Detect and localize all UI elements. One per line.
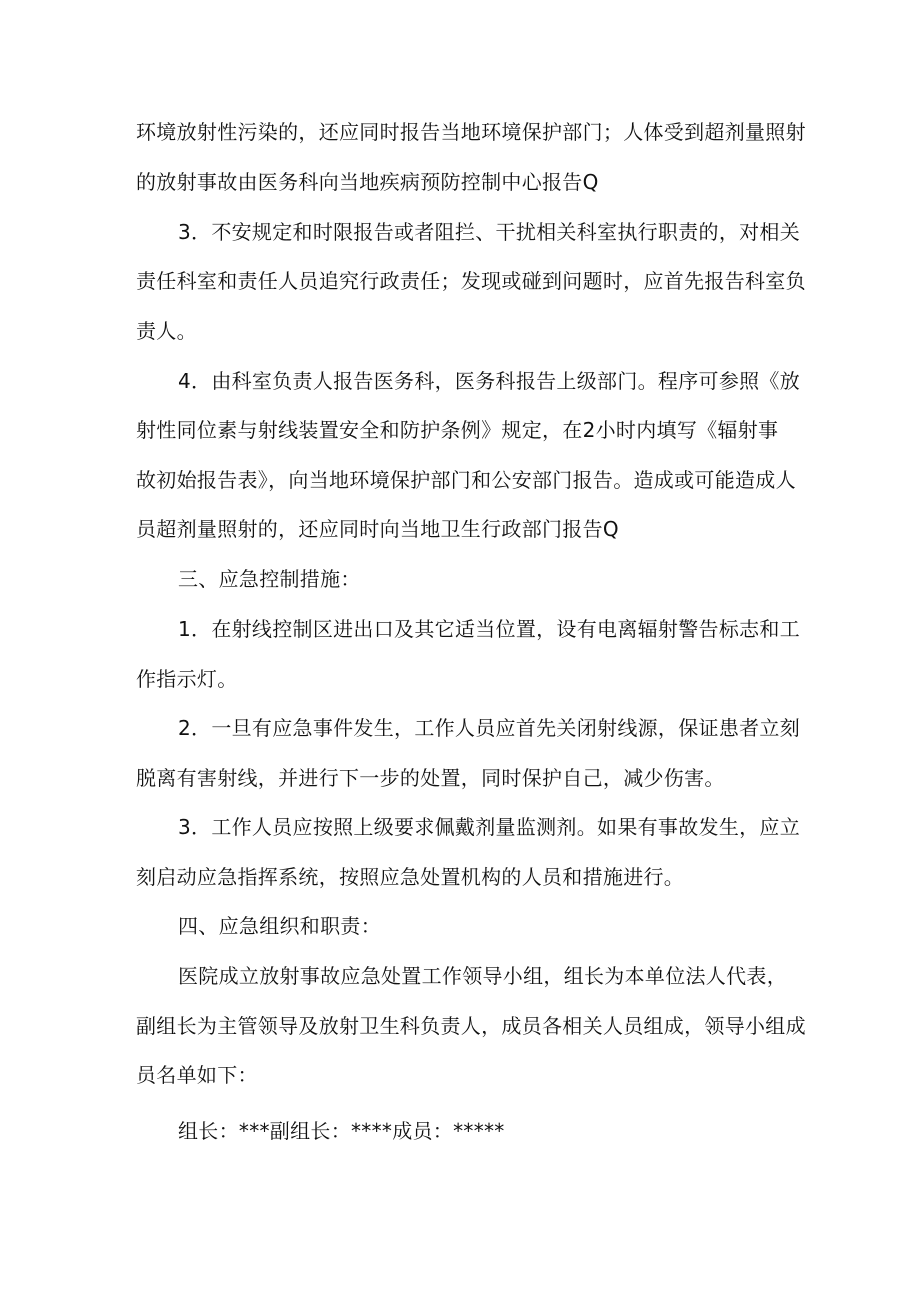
text-line: 3．不安规定和时限报告或者阻拦、干扰相关科室执行职责的，对相关 xyxy=(178,220,801,244)
text-line: 1．在射线控制区进出口及其它适当位置，设有电离辐射警告标志和工 xyxy=(178,617,801,641)
text-line: 作指示灯。 xyxy=(136,667,238,691)
text-line: 责人。 xyxy=(136,319,197,343)
text-line: 医院成立放射事故应急处置工作领导小组，组长为本单位法人代表， xyxy=(178,964,787,988)
text-line: 刻启动应急指挥系统，按照应急处置机构的人员和措施进行。 xyxy=(136,865,685,889)
text-line: 射性同位素与射线装置安全和防护条例》规定，在2小时内填写《辐射事 xyxy=(136,418,779,442)
text-line: 2．一旦有应急事件发生，工作人员应首先关闭射线源，保证患者立刻 xyxy=(178,716,801,740)
text-line: 环境放射性污染的，还应同时报告当地环境保护部门；人体受到超剂量照射 xyxy=(136,120,806,144)
text-line: 脱离有害射线，并进行下一步的处置，同时保护自己，减少伤害。 xyxy=(136,766,725,790)
text-line: 副组长为主管领导及放射卫生科负责人，成员各相关人员组成，领导小组成 xyxy=(136,1014,806,1038)
text-line: 组长：***副组长：****成员：***** xyxy=(178,1119,505,1143)
section-heading: 三、应急控制措施： xyxy=(178,567,361,591)
text-line: 4．由科室负责人报告医务科，医务科报告上级部门。程序可参照《放 xyxy=(178,369,801,393)
text-line: 故初始报告表》，向当地环境保护部门和公安部门报告。造成或可能造成人 xyxy=(136,468,796,492)
section-heading: 四、应急组织和职责： xyxy=(178,914,381,938)
text-line: 的放射事故由医务科向当地疾病预防控制中心报告Q xyxy=(136,170,599,194)
text-line: 3．工作人员应按照上级要求佩戴剂量监测剂。如果有事故发生，应立 xyxy=(178,815,801,839)
text-line: 责任科室和责任人员追究行政责任；发现或碰到问题时，应首先报告科室负 xyxy=(136,269,806,293)
text-line: 员超剂量照射的，还应同时向当地卫生行政部门报告Q xyxy=(136,517,619,541)
text-line: 员名单如下： xyxy=(136,1063,258,1087)
